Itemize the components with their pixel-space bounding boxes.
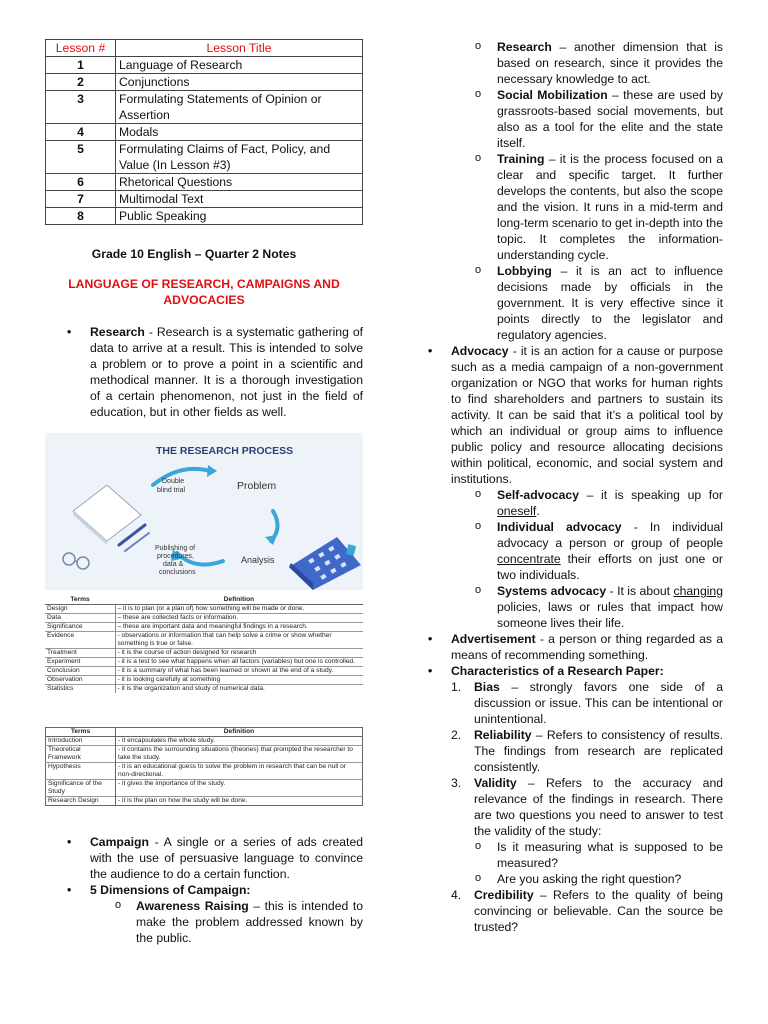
definition-cell: – these are important data and meaningful findings in a research. xyxy=(115,623,363,632)
table-row xyxy=(46,797,363,806)
table-row xyxy=(46,174,363,191)
definition-cell: - it is a test to see what happens when all factors (variables) but one is controlled. xyxy=(115,658,363,667)
term-cell: Introduction xyxy=(46,737,116,746)
definition-header: Definition xyxy=(115,596,363,605)
table-row xyxy=(45,676,363,685)
lesson-number: 1 xyxy=(46,57,116,74)
notes-title: Grade 10 English – Quarter 2 Notes xyxy=(91,247,297,261)
table-row xyxy=(46,780,363,797)
dimension-term: Awareness Raising xyxy=(136,899,249,913)
dimension-term: Training xyxy=(497,152,545,166)
table-row xyxy=(46,91,363,124)
graphic-step-problem: Problem xyxy=(237,480,277,492)
lesson-title: Modals xyxy=(116,124,363,141)
term-cell: Significance xyxy=(45,623,115,632)
graphic-step-publishing: Publishing of procedures, data & conclusions xyxy=(155,545,196,576)
table-row xyxy=(45,632,363,649)
list-item xyxy=(405,263,723,343)
definition-cell: - it is a summary of what has been learned or shown at the end of a study. xyxy=(115,667,363,676)
table-row xyxy=(46,746,363,763)
table-row xyxy=(45,623,363,632)
lesson-title: Language of Research xyxy=(116,57,363,74)
list-item xyxy=(45,898,363,946)
definition-cell: - it encapsulates the whole study. xyxy=(116,737,363,746)
table-row xyxy=(46,124,363,141)
lesson-table-header xyxy=(46,40,363,57)
advocacy-type-text: – it is speaking up for xyxy=(578,488,723,502)
table-row xyxy=(46,208,363,225)
table-row xyxy=(45,685,363,694)
advocacy-type-text-end: policies, laws or rules that impact how someone lives their life. xyxy=(497,600,723,630)
advertisement-text: - a person or thing regarded as a means of recommending something. xyxy=(451,632,723,662)
lesson-number: 4 xyxy=(46,124,116,141)
list-item xyxy=(405,151,723,263)
term-cell: Conclusion xyxy=(45,667,115,676)
dimension-text: – another dimension that is based on research, since it provides the necessary knowledge to act. xyxy=(497,40,723,86)
graphic-step-analysis: Analysis xyxy=(241,555,275,565)
term-cell: Data xyxy=(45,614,115,623)
characteristic-text: – strongly favors one side of a discussion or issue. This can be intentional or unintentional. xyxy=(474,680,723,726)
advocacy-definition xyxy=(405,343,723,487)
campaign-definition xyxy=(45,834,363,882)
list-item xyxy=(405,887,723,935)
lesson-number: 8 xyxy=(46,208,116,225)
definitions-header xyxy=(46,728,363,737)
dimension-text: – it is the process focused on a clear and specific target. It further develops the contents, but also the scope and the vision. It runs in a mid-term and long-term scenario to get in-depth into the topic. It completes the information-understanding cycle. xyxy=(497,152,723,262)
table-row xyxy=(46,57,363,74)
term-cell: Evidence xyxy=(45,632,115,649)
term-cell: Theoretical Framework xyxy=(46,746,116,763)
list-item xyxy=(405,583,723,631)
definition-cell: - it is an educational guess to solve the problem in research that can be null or non-directional. xyxy=(116,763,363,780)
list-item xyxy=(405,775,723,839)
advocacy-type-text-end: . xyxy=(536,504,540,518)
lesson-title-header: Lesson Title xyxy=(116,40,363,57)
term-cell: Research Design xyxy=(46,797,116,806)
term-cell: Design xyxy=(45,605,115,614)
lesson-number-header: Lesson # xyxy=(46,40,116,57)
list-number: 2. xyxy=(451,728,462,742)
list-item xyxy=(405,871,723,887)
definitions-table-2 xyxy=(45,727,363,806)
left-column-lower xyxy=(45,834,363,946)
lesson-number: 7 xyxy=(46,191,116,208)
table-row xyxy=(46,737,363,746)
table-row xyxy=(45,658,363,667)
advocacy-type-underlined: changing xyxy=(673,584,723,598)
research-text: - Research is a systematic gathering of data to arrive at a result. This is intended to solve a problem or to prove a point in a scientific and methodical manner. It is a thorough investigation of a certain phenomenon, not just in the field of education, but in other fields as well. xyxy=(90,325,363,419)
list-number: 1. xyxy=(451,680,462,694)
table-row xyxy=(45,667,363,676)
section-title: LANGUAGE OF RESEARCH, CAMPAIGNS AND ADVOCACIES xyxy=(68,277,340,307)
lesson-title: Rhetorical Questions xyxy=(116,174,363,191)
characteristic-text: – Refers to the quality of being convincing or believable. Can the source be trusted? xyxy=(474,888,723,934)
advocacy-type-term: Systems advocacy xyxy=(497,584,607,598)
dimensions-heading-text: 5 Dimensions of Campaign: xyxy=(90,883,251,897)
lesson-title: Formulating Statements of Opinion or Assertion xyxy=(116,91,363,124)
lesson-table xyxy=(45,39,363,225)
definition-header: Definition xyxy=(116,728,363,737)
lesson-number: 6 xyxy=(46,174,116,191)
table-row xyxy=(46,763,363,780)
definition-cell: - it is the course of action designed for research xyxy=(115,649,363,658)
characteristic-term: Bias xyxy=(474,680,500,694)
dimension-text: – this is intended to make the problem addressed known by the public. xyxy=(136,899,363,945)
advocacy-type-text: - It is about xyxy=(606,584,674,598)
list-item xyxy=(405,487,723,519)
characteristics-heading xyxy=(405,663,723,679)
definitions-table-1 xyxy=(45,596,363,693)
characteristic-text: – Refers to consistency of results. The findings from research are replicated consistently. xyxy=(474,728,723,774)
advocacy-type-term: Self-advocacy xyxy=(497,488,579,502)
list-item xyxy=(405,519,723,583)
characteristics-heading-text: Characteristics of a Research Paper: xyxy=(451,664,664,678)
lesson-title: Conjunctions xyxy=(116,74,363,91)
list-item xyxy=(405,679,723,727)
list-item xyxy=(405,727,723,775)
term-cell: Hypothesis xyxy=(46,763,116,780)
table-row xyxy=(45,649,363,658)
term-cell: Experiment xyxy=(45,658,115,667)
left-column xyxy=(45,246,363,420)
dimension-text: – it is an act to influence decisions made by officials in the government. It is very effective since it points directly to the legislator and regulatory agencies. xyxy=(497,264,723,342)
advertisement-term: Advertisement xyxy=(451,632,536,646)
list-item xyxy=(405,839,723,871)
characteristic-term: Reliability xyxy=(474,728,532,742)
table-row xyxy=(45,614,363,623)
dimension-term: Social Mobilization xyxy=(497,88,608,102)
definition-cell: - it is looking carefully at something xyxy=(115,676,363,685)
dimension-term: Lobbying xyxy=(497,264,552,278)
table-row xyxy=(46,74,363,91)
term-cell: Treatment xyxy=(45,649,115,658)
definition-cell: - it gives the importance of the study. xyxy=(116,780,363,797)
definition-cell: - it contains the surrounding situations (theories) that prompted the researcher to take the study. xyxy=(116,746,363,763)
right-column xyxy=(405,39,723,935)
advocacy-type-term: Individual advocacy xyxy=(497,520,622,534)
lesson-title: Public Speaking xyxy=(116,208,363,225)
definition-cell: - it is the plan on how the study will be done. xyxy=(116,797,363,806)
list-number: 3. xyxy=(451,776,462,790)
campaign-term: Campaign xyxy=(90,835,149,849)
lesson-title: Formulating Claims of Fact, Policy, and Value (In Lesson #3) xyxy=(116,141,363,174)
graphic-step-double-blind: Double blind trial xyxy=(157,478,186,494)
advocacy-term: Advocacy xyxy=(451,344,509,358)
advocacy-type-underlined: oneself xyxy=(497,504,537,518)
advertisement-definition xyxy=(405,631,723,663)
validity-question: Is it measuring what is supposed to be measured? xyxy=(497,840,723,870)
lesson-number: 5 xyxy=(46,141,116,174)
characteristic-text: – Refers to the accuracy and relevance of the findings in research. There are two questions you need to answer to test the validity of the study: xyxy=(474,776,723,838)
dimension-text: – these are used by grassroots-based social movements, but also as a tool for the elite and the state itself. xyxy=(497,88,723,150)
definition-cell: - observations or information that can help solve a crime or show whether something is true or false. xyxy=(115,632,363,649)
terms-header: Terms xyxy=(46,728,116,737)
definition-cell: - it is the organization and study of numerical data. xyxy=(115,685,363,694)
research-term: Research xyxy=(90,325,145,339)
campaign-text: - A single or a series of ads created with the use of persuasive language to convince the audience to do a certain function. xyxy=(90,835,363,881)
advocacy-type-text-end: their efforts on just one or two individuals. xyxy=(497,552,723,582)
table-row xyxy=(45,605,363,614)
list-item xyxy=(405,87,723,151)
lesson-number: 2 xyxy=(46,74,116,91)
term-cell: Statistics xyxy=(45,685,115,694)
characteristic-term: Credibility xyxy=(474,888,534,902)
list-item xyxy=(405,39,723,87)
definitions-header xyxy=(45,596,363,605)
characteristic-term: Validity xyxy=(474,776,517,790)
terms-header: Terms xyxy=(45,596,115,605)
research-definition xyxy=(45,324,363,420)
term-cell: Significance of the Study xyxy=(46,780,116,797)
lesson-title: Multimodal Text xyxy=(116,191,363,208)
definition-cell: – it is to plan (or a plan of) how something will be made or done. xyxy=(115,605,363,614)
lesson-number: 3 xyxy=(46,91,116,124)
table-row xyxy=(46,141,363,174)
list-number: 4. xyxy=(451,888,462,902)
research-process-graphic xyxy=(45,433,363,590)
advocacy-type-underlined: concentrate xyxy=(497,552,561,566)
definition-cell: – these are collected facts or information. xyxy=(115,614,363,623)
term-cell: Observation xyxy=(45,676,115,685)
dimensions-heading xyxy=(45,882,363,898)
table-row xyxy=(46,191,363,208)
advocacy-type-text: - In individual advocacy a person or group of people xyxy=(497,520,724,550)
graphic-title: THE RESEARCH PROCESS xyxy=(156,445,294,457)
advocacy-text: - it is an action for a cause or purpose such as a media campaign of a non-government organization or NGO that works for human rights to find shareholders and partners to sustain its activity. It can be said that it’s a political tool by which an individual or group aims to influence public policy and resource allocating decisions within political, economic, and social system and institutions. xyxy=(451,344,723,486)
dimension-term: Research xyxy=(497,40,552,54)
validity-question: Are you asking the right question? xyxy=(497,872,682,886)
